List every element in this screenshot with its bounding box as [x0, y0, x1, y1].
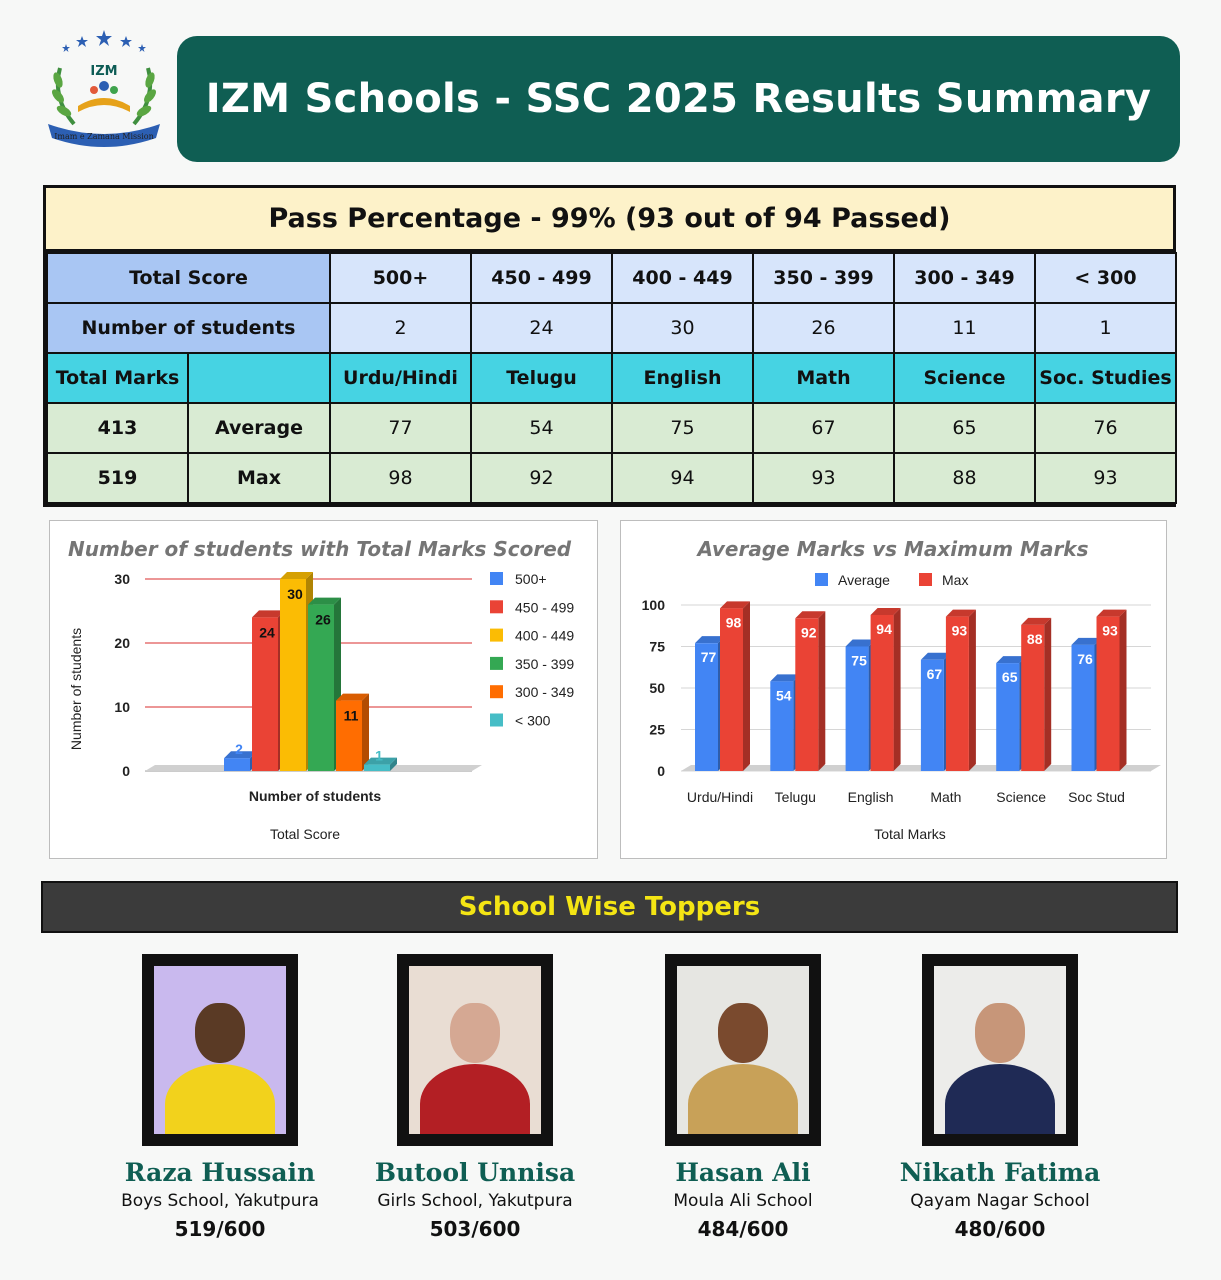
average-total-cell: 413 [47, 403, 188, 453]
topper-score: 484/600 [697, 1217, 789, 1241]
topper-name: Hasan Ali [675, 1158, 811, 1187]
max-label: Max [188, 453, 330, 503]
topper-photo-frame [142, 954, 298, 1146]
x-tick-label: Science [996, 789, 1047, 805]
bar [224, 758, 250, 771]
average-cell: 67 [753, 403, 894, 453]
subject-header-cell: Math [753, 353, 894, 403]
y-tick-label: 50 [649, 680, 665, 696]
topper-name: Butool Unnisa [374, 1158, 576, 1187]
score-range-cell: 350 - 399 [753, 253, 894, 303]
legend-swatch [815, 573, 828, 586]
legend-label: 350 - 399 [515, 655, 575, 672]
data-label: 54 [776, 687, 792, 704]
bar [1097, 617, 1120, 771]
x-tick-label: Urdu/Hindi [686, 789, 754, 805]
topper-name: Raza Hussain [124, 1158, 316, 1187]
topper-school: Qayam Nagar School [910, 1191, 1090, 1211]
topper-head-shape [718, 1003, 768, 1063]
data-label: 24 [259, 624, 275, 641]
topper-head-shape [195, 1003, 245, 1063]
subject-header-cell: Telugu [471, 353, 612, 403]
average-cell: 54 [471, 403, 612, 453]
topper-photo [154, 966, 286, 1134]
logo-tagline: Imam e Zamana Mission [54, 132, 154, 141]
y-tick-label: 30 [114, 571, 130, 587]
y-tick-label: 0 [657, 763, 665, 779]
max-cell: 92 [471, 453, 612, 503]
average-cell: 65 [894, 403, 1035, 453]
score-range-cell: 300 - 349 [894, 253, 1035, 303]
subject-header-cell: Science [894, 353, 1035, 403]
topper-body-shape [420, 1064, 530, 1134]
students-by-score-svg [50, 521, 596, 857]
bar [720, 608, 743, 771]
bar [364, 765, 390, 771]
data-label: 93 [951, 622, 968, 639]
max-cell: 88 [894, 453, 1035, 503]
subject-header-cell: Urdu/Hindi [330, 353, 471, 403]
student-count-cell: 11 [894, 303, 1035, 353]
data-label: 88 [1026, 630, 1043, 647]
legend-swatch [490, 629, 503, 642]
y-tick-label: 10 [114, 699, 130, 715]
bar-side [362, 694, 369, 771]
student-count-cell: 26 [753, 303, 894, 353]
legend-label: Average [838, 572, 890, 588]
topper-body-shape [688, 1064, 798, 1134]
bar [946, 617, 969, 771]
score-range-cell: 500+ [330, 253, 471, 303]
bar [308, 605, 334, 771]
chart-title: Number of students with Total Marks Scored [68, 537, 572, 561]
score-range-row [47, 253, 1176, 303]
data-label: 93 [1102, 622, 1118, 639]
y-tick-label: 100 [641, 597, 665, 613]
chart-title: Average Marks vs Maximum Marks [697, 537, 1089, 561]
topper-score: 480/600 [954, 1217, 1046, 1241]
topper-name: Nikath Fatima [899, 1158, 1101, 1187]
y-tick-label: 25 [649, 721, 665, 738]
legend-label: 450 - 499 [515, 599, 575, 616]
data-label: 76 [1077, 650, 1093, 667]
bar-side [969, 610, 976, 771]
bar [871, 615, 894, 771]
results-grid [46, 252, 1177, 504]
average-cell: 77 [330, 403, 471, 453]
logo-text: IZM [90, 64, 118, 79]
student-count-row [47, 303, 1176, 353]
average-row [47, 403, 1176, 453]
data-label: 94 [876, 620, 892, 637]
bar-side [743, 601, 750, 771]
results-summary-table [43, 185, 1176, 507]
average-cell: 75 [612, 403, 753, 453]
bar-side [1120, 610, 1127, 771]
max-cell: 93 [1035, 453, 1176, 503]
x-tick-label: English [847, 789, 894, 805]
topper-card [870, 954, 1130, 1241]
x-tick-label: Soc Stud [1068, 789, 1125, 805]
pass-percentage: Pass Percentage - 99% (93 out of 94 Passed) [46, 188, 1173, 252]
max-cell: 98 [330, 453, 471, 503]
x-tick-label: Telugu [774, 789, 816, 805]
max-total-cell: 519 [47, 453, 188, 503]
average-vs-max-svg [621, 521, 1165, 857]
y-tick-label: 0 [122, 763, 130, 779]
subject-header-row [47, 353, 1176, 403]
data-label: 26 [315, 611, 331, 628]
topper-photo-frame [665, 954, 821, 1146]
topper-card [90, 954, 350, 1241]
data-label: 67 [926, 665, 943, 682]
legend-swatch [490, 714, 503, 727]
student-count-cell: 1 [1035, 303, 1176, 353]
topper-card [345, 954, 605, 1241]
topper-head-shape [975, 1003, 1025, 1063]
data-label: 30 [287, 586, 303, 602]
legend-label: 300 - 349 [515, 684, 575, 701]
data-label: 2 [235, 741, 243, 758]
max-cell: 93 [753, 453, 894, 503]
total-marks-header: Total Marks [47, 353, 188, 403]
average-vs-max-chart [620, 520, 1167, 859]
legend-swatch [490, 600, 503, 613]
bar-side [818, 611, 825, 771]
data-label: 92 [801, 624, 817, 641]
topper-photo [677, 966, 809, 1134]
score-range-cell: 400 - 449 [612, 253, 753, 303]
count-row-label: Number of students [47, 303, 330, 353]
data-label: 1 [375, 747, 383, 764]
legend-label: < 300 [515, 712, 551, 729]
subject-header-cell: English [612, 353, 753, 403]
data-label: 11 [343, 707, 359, 724]
bar [795, 618, 818, 771]
topper-score: 503/600 [429, 1217, 521, 1241]
x-axis-title: Total Score [269, 826, 341, 842]
page-title: IZM Schools - SSC 2025 Results Summary [205, 76, 1152, 122]
topper-card [613, 954, 873, 1241]
toppers-header [41, 881, 1178, 933]
legend-swatch [919, 573, 932, 586]
data-label: 65 [1001, 669, 1018, 686]
bar-side [1044, 618, 1051, 771]
blank-header [188, 353, 330, 403]
student-count-cell: 24 [471, 303, 612, 353]
topper-photo [934, 966, 1066, 1134]
data-label: 75 [851, 652, 867, 669]
bar [252, 617, 278, 771]
y-axis-title: Number of students [68, 627, 84, 751]
topper-body-shape [945, 1064, 1055, 1134]
bar-side [894, 608, 901, 771]
topper-photo-frame [922, 954, 1078, 1146]
legend-swatch [490, 572, 503, 585]
header-banner [177, 36, 1180, 162]
bar [280, 579, 306, 771]
average-cell: 76 [1035, 403, 1176, 453]
data-label: 98 [725, 614, 742, 631]
score-range-cell: 450 - 499 [471, 253, 612, 303]
topper-score: 519/600 [174, 1217, 266, 1241]
legend-label: 500+ [515, 571, 547, 587]
max-row [47, 453, 1176, 503]
legend-label: Max [942, 572, 969, 588]
score-row-label: Total Score [47, 253, 330, 303]
legend-swatch [490, 657, 503, 670]
izm-logo [38, 28, 170, 158]
average-label: Average [188, 403, 330, 453]
student-count-cell: 2 [330, 303, 471, 353]
data-label: 77 [700, 649, 717, 666]
score-range-cell: < 300 [1035, 253, 1176, 303]
student-count-cell: 30 [612, 303, 753, 353]
y-tick-label: 75 [649, 638, 665, 655]
x-tick-label: Math [930, 789, 962, 805]
topper-school: Moula Ali School [673, 1191, 813, 1211]
topper-head-shape [450, 1003, 500, 1063]
y-tick-label: 20 [114, 635, 130, 651]
topper-photo-frame [397, 954, 553, 1146]
topper-body-shape [165, 1064, 275, 1134]
subject-header-cell: Soc. Studies [1035, 353, 1176, 403]
topper-school: Boys School, Yakutpura [121, 1191, 319, 1211]
students-by-score-chart [49, 520, 598, 859]
topper-school: Girls School, Yakutpura [377, 1191, 573, 1211]
x-axis-title: Total Marks [874, 826, 946, 842]
topper-photo [409, 966, 541, 1134]
legend-swatch [490, 685, 503, 698]
category-label: Number of students [248, 788, 382, 804]
legend-label: 400 - 449 [515, 627, 575, 644]
max-cell: 94 [612, 453, 753, 503]
toppers-title: School Wise Toppers [458, 892, 761, 922]
